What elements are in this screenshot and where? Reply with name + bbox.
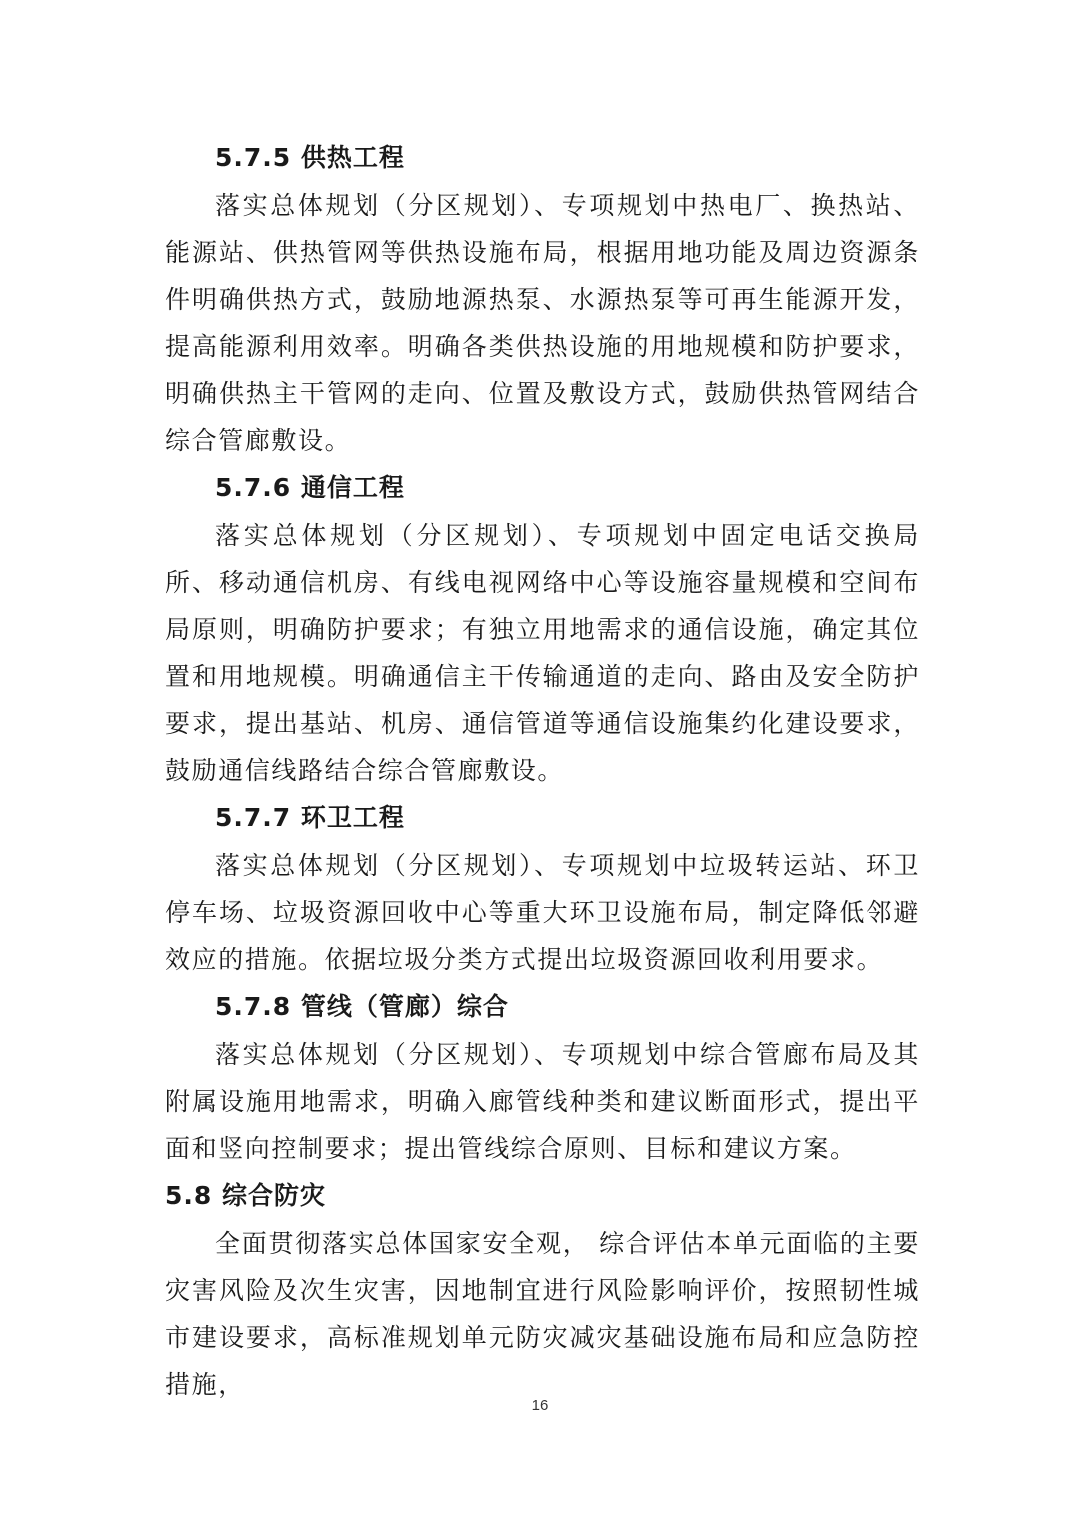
section-paragraph-5-8: 全面贯彻落实总体国家安全观， 综合评估本单元面临的主要灾害风险及次生灾害，因地制宜进行风险影响评价，按照韧性城市建设要求，高标准规划单元防灾减灾基础设施布局和应急防控措施， [165, 1229, 920, 1399]
section-heading-5-7-7: 5.7.7 环卫工程 [215, 803, 405, 832]
section-heading-5-8: 5.8 综合防灾 [165, 1181, 326, 1210]
section-heading-5-7-6: 5.7.6 通信工程 [215, 473, 405, 502]
section-paragraph-5-7-6: 落实总体规划（分区规划）、专项规划中固定电话交换局所、移动通信机房、有线电视网络中心等设施容量规模和空间布局原则，明确防护要求；有独立用地需求的通信设施，确定其位置和用地规模。明确通信主干传输通道的走向、路由及安全防护要求，提出基站、机房、通信管道等通信设施集约化建设要求，鼓励通信线路结合综合管廊敷设。 [165, 521, 920, 785]
section-heading-5-7-8: 5.7.8 管线（管廊）综合 [215, 992, 509, 1021]
section-paragraph-5-7-7: 落实总体规划（分区规划）、专项规划中垃圾转运站、环卫停车场、垃圾资源回收中心等重大环卫设施布局，制定降低邻避效应的措施。依据垃圾分类方式提出垃圾资源回收利用要求。 [165, 851, 920, 974]
section-paragraph-5-7-8: 落实总体规划（分区规划）、专项规划中综合管廊布局及其附属设施用地需求，明确入廊管线种类和建议断面形式，提出平面和竖向控制要求；提出管线综合原则、目标和建议方案。 [165, 1040, 920, 1163]
section-paragraph-5-7-5: 落实总体规划（分区规划）、专项规划中热电厂、换热站、能源站、供热管网等供热设施布局，根据用地功能及周边资源条件明确供热方式，鼓励地源热泵、水源热泵等可再生能源开发，提高能源利用效率。明确各类供热设施的用地规模和防护要求，明确供热主干管网的走向、位置及敷设方式，鼓励供热管网结合综合管廊敷设。 [165, 191, 920, 455]
section-heading-5-7-5: 5.7.5 供热工程 [215, 143, 405, 172]
page-content [165, 134, 920, 1408]
page-number: 16 [531, 1397, 549, 1414]
